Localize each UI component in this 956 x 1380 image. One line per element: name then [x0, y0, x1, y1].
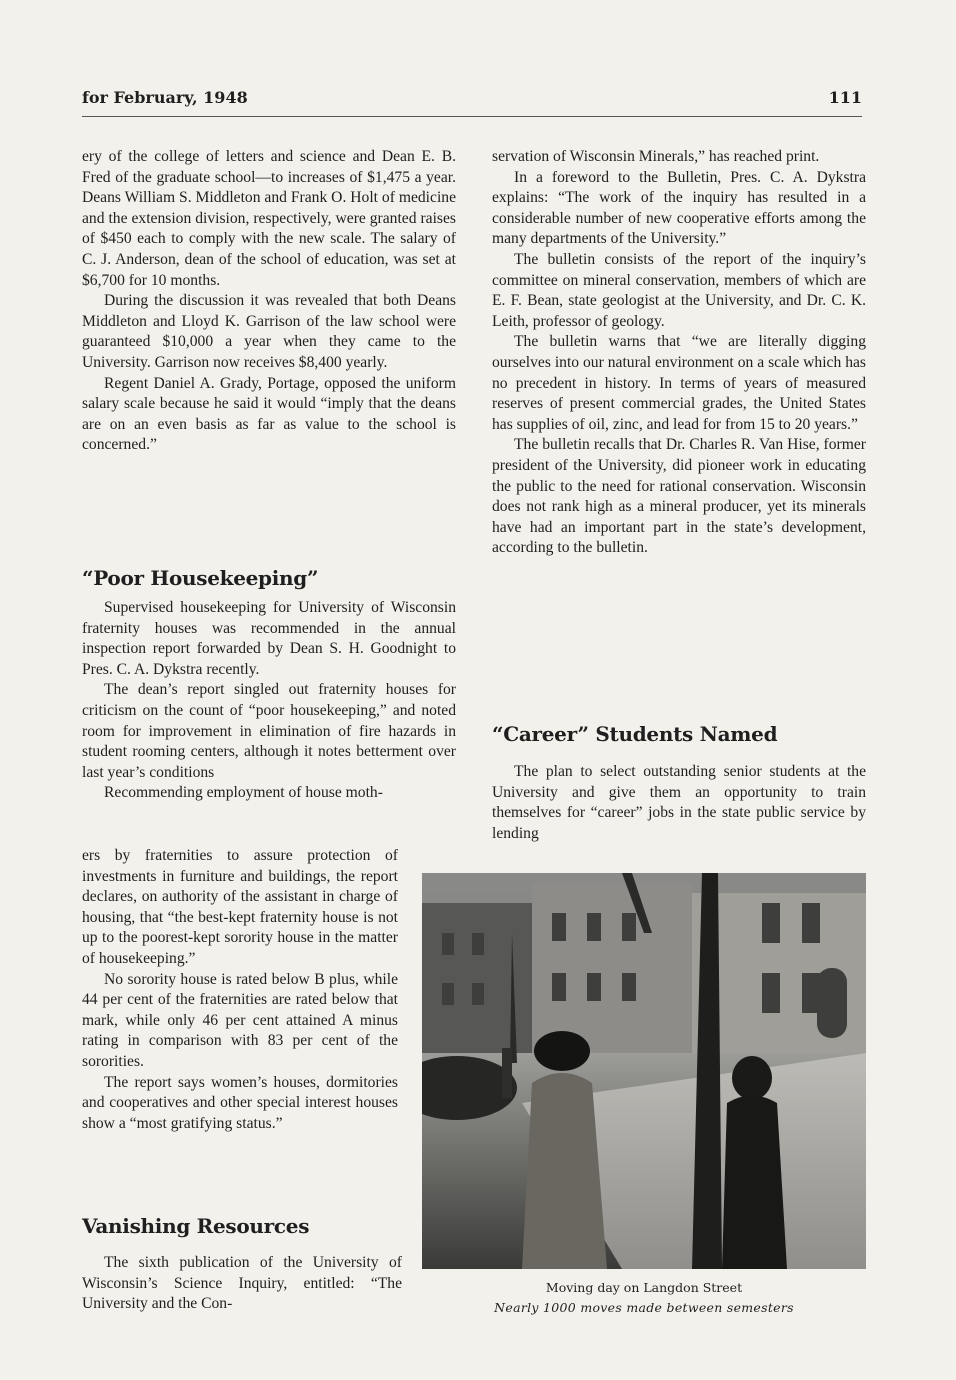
career-students-body: [492, 762, 866, 844]
poor-housekeeping-wrapped-body: [82, 846, 398, 1134]
paragraph: The bulletin recalls that Dr. Charles R. Van Hise, former president of the University, did pioneer work in educating the public to the need for rational conservation. Wisconsin does not rank high as a mineral producer, yet its minerals have had an important part in the state’s development, according to the bulletin.: [492, 436, 866, 557]
paragraph: The sixth publication of the University of Wisconsin’s Science Inquiry, entitled: “The University and the Con-: [82, 1254, 402, 1313]
paragraph: In a foreword to the Bulletin, Pres. C. A. Dykstra explains: “The work of the inquiry has resulted in a considerable number of new cooperative efforts among the many departments of the University.”: [492, 168, 866, 248]
paragraph: The report says women’s houses, dormitories and cooperatives and other special interest houses show a “most gratifying status.”: [82, 1073, 398, 1132]
paragraph: The bulletin warns that “we are literally digging ourselves into our natural environment on a scale which has no precedent in history. In terms of years of measured reserves of present commercial grades, the United States has supplies of oil, zinc, and lead for from 15 to 20 years.”: [492, 333, 866, 433]
street-scene-illustration: [422, 873, 866, 1269]
paragraph: Supervised housekeeping for University of Wisconsin fraternity houses was recommended in the annual inspection report forwarded by Dean S. H. Goodnight to Pres. C. A. Dykstra recently.: [82, 599, 456, 678]
section-heading-vanishing-resources: Vanishing Resources: [82, 1214, 310, 1238]
photo-subcaption: Nearly 1000 moves made between semesters: [494, 1300, 794, 1315]
right-column: [492, 147, 866, 559]
paragraph: ery of the college of letters and science and Dean E. B. Fred of the graduate school—to increases of $1,475 a year. Deans William S. Middleton and Frank O. Holt of medicine and the extension division, respectively, were granted raises of $450 each to comply with the new scale. The salary of C. J. Anderson, dean of the school of education, was set at $6,700 for 10 months.: [82, 148, 456, 289]
paragraph: No sorority house is rated below B plus, while 44 per cent of the fraternities are rated below that mark, while only 46 per cent attained A minus rating in comparison with 83 per cent of the sororities.: [82, 970, 398, 1070]
page-number: 111: [828, 88, 862, 107]
paragraph: Regent Daniel A. Grady, Portage, opposed the uniform salary scale because he said it would “imply that the deans are on an even basis as far as value to the school is concerned.”: [82, 374, 456, 454]
paragraph: Recommending employment of house moth-: [104, 784, 383, 802]
paragraph: servation of Wisconsin Minerals,” has reached print.: [492, 148, 820, 165]
section-heading-poor-housekeeping: “Poor Housekeeping”: [82, 566, 319, 590]
street-photo: [422, 873, 866, 1269]
paragraph: The plan to select outstanding senior students at the University and give them an opportunity to train themselves for “career” jobs in the state public service by lending: [492, 763, 866, 842]
poor-housekeeping-body: [82, 598, 456, 804]
running-header: [82, 86, 862, 117]
photo-caption: Moving day on Langdon Street: [545, 1280, 743, 1295]
vanishing-resources-body: [82, 1253, 402, 1315]
paragraph: During the discussion it was revealed that both Deans Middleton and Lloyd K. Garrison of the law school were guaranteed $10,000 a year when they came to the University. Garrison now receives $8,400 yearly.: [82, 292, 456, 371]
paragraph: The bulletin consists of the report of the inquiry’s committee on mineral conservation, members of which are E. F. Bean, state geologist at the University, and Dr. C. K. Leith, professor of geology.: [492, 250, 866, 330]
left-column: [82, 147, 456, 456]
paragraph: ers by fraternities to assure protection of investments in furniture and buildings, the report declares, on authority of the assistant in charge of housing, that “the best-kept fraternity house is not up to the poorest-kept sorority house in the matter of housekeeping.”: [82, 847, 398, 967]
section-heading-career-students: “Career” Students Named: [492, 722, 778, 746]
issue-date: for February, 1948: [82, 88, 248, 107]
paragraph: The dean’s report singled out fraternity houses for criticism on the count of “poor housekeeping,” and noted room for improvement in elimination of fire hazards in student rooming centers, although it notes betterment over last year’s conditions: [82, 681, 456, 781]
